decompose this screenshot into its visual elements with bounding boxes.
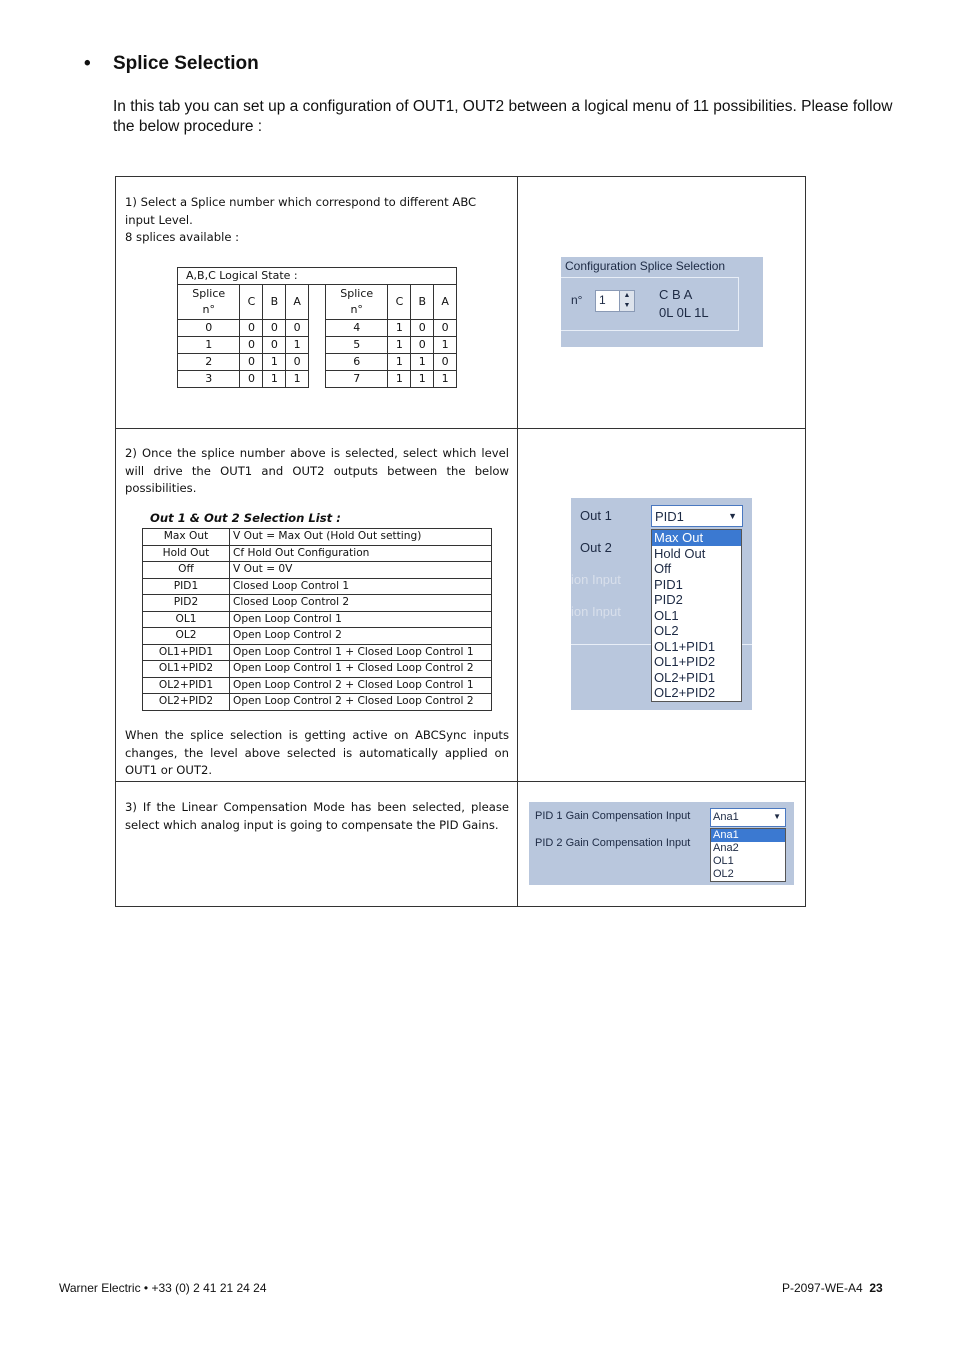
pid1-gain-dropdown[interactable]: Ana1 ▼ [710, 808, 786, 827]
page-number: 23 [869, 1281, 883, 1295]
group-box [561, 277, 739, 331]
column-divider [517, 177, 518, 906]
gain-dropdown-list [710, 828, 786, 882]
abc-table-row: 2 0 1 0 6 1 1 0 [178, 354, 457, 371]
selection-list-row: OL1+PID2 Open Loop Control 1 + Closed Loop Control 2 [143, 661, 492, 678]
selection-list-row: OL1 Open Loop Control 1 [143, 611, 492, 628]
out-selection-screenshot [571, 498, 752, 710]
dropdown-option[interactable]: Ana1 [711, 829, 785, 842]
abc-state-table: A,B,C Logical State : Splice n° C B A Splice n° C B A 0 0 0 0 4 1 0 0 1 0 0 1 5 1 0 1 2 0 1 0 6 1 1 0 3 0 1 1 7 1 1 1 [177, 267, 457, 388]
footer-contact: Warner Electric • +33 (0) 2 41 21 24 24 [59, 1281, 267, 1295]
dropdown-option[interactable]: OL2 [713, 868, 734, 880]
dropdown-option[interactable]: OL2 [654, 623, 679, 638]
selection-list-row: Off V Out = 0V [143, 562, 492, 579]
dropdown-option[interactable]: Off [654, 561, 672, 576]
step2-text: 2) Once the splice number above is selected, select which level will drive the OUT1 and OUT2 outputs between the below possibilities. [125, 446, 509, 496]
out1-dropdown[interactable]: PID1 ▼ [651, 505, 743, 527]
group-label: Configuration Splice Selection [565, 259, 728, 273]
header-splice: Splice n° [325, 285, 387, 320]
selection-list-row: OL2+PID2 Open Loop Control 2 + Closed Loop Control 2 [143, 694, 492, 711]
bullet-point: • [84, 53, 91, 74]
intro-paragraph: In this tab you can set up a configuration of OUT1, OUT2 between a logical menu of 11 possibilities. Please follow the below procedure : [113, 98, 893, 135]
selection-list-row: PID1 Closed Loop Control 1 [143, 578, 492, 595]
selection-list-row: PID2 Closed Loop Control 2 [143, 595, 492, 612]
spinner-arrows-icon[interactable]: ▲ ▼ [619, 291, 634, 311]
splice-config-screenshot [561, 257, 763, 347]
dropdown-option[interactable]: OL1 [654, 607, 679, 623]
dropdown-option[interactable]: Max Out [652, 530, 741, 546]
faded-label: ion Input [571, 604, 621, 619]
header-splice: Splice n° [178, 285, 240, 320]
pid1-gain-label: PID 1 Gain Compensation Input [535, 810, 691, 822]
step2-note: When the splice selection is getting active on ABCSync inputs changes, the level above selected is automatically applied on OUT1 or OUT2. [125, 728, 509, 778]
chevron-down-icon[interactable]: ▼ [773, 812, 781, 821]
pid2-gain-label: PID 2 Gain Compensation Input [535, 837, 691, 849]
section-title: Splice Selection [113, 53, 259, 74]
footer-doc-ref: P-2097-WE-A4 23 [782, 1281, 883, 1295]
dropdown-option[interactable]: OL2+PID2 [654, 685, 716, 700]
dropdown-option[interactable]: Ana2 [713, 842, 739, 854]
step3-text: 3) If the Linear Compensation Mode has been selected, please select which analog input is going to compensate the PID Gains. [125, 800, 509, 832]
dropdown-option[interactable]: OL1+PID2 [654, 654, 716, 669]
splice-number-spinner[interactable]: 1 ▲ ▼ [595, 290, 635, 312]
out1-label: Out 1 [580, 508, 612, 523]
cba-values: 0L 0L 1L [659, 305, 709, 320]
step1-text: 1) Select a Splice number which correspond to different ABC input Level. 8 splices available : [125, 195, 477, 245]
cba-header: C B A [659, 287, 693, 302]
selection-list-row: Max Out V Out = Max Out (Hold Out setting) [143, 529, 492, 546]
dropdown-option[interactable]: PID2 [654, 592, 683, 607]
selection-list-row: Hold Out Cf Hold Out Configuration [143, 545, 492, 562]
selection-list-row: OL1+PID1 Open Loop Control 1 + Closed Loop Control 1 [143, 644, 492, 661]
dropdown-option[interactable]: PID1 [654, 576, 683, 592]
dropdown-option[interactable]: OL2+PID1 [654, 669, 716, 685]
selection-list-row: OL2 Open Loop Control 2 [143, 628, 492, 645]
abc-table-title: A,B,C Logical State : [178, 268, 457, 285]
abc-table-row: 0 0 0 0 4 1 0 0 [178, 320, 457, 337]
out2-label: Out 2 [580, 540, 612, 555]
out-dropdown-list [651, 529, 742, 702]
selection-list-title: Out 1 & Out 2 Selection List : [150, 511, 341, 525]
faded-label: ion Input [571, 572, 621, 587]
dropdown-option[interactable]: OL1 [713, 855, 734, 867]
dropdown-option[interactable]: OL1+PID1 [654, 638, 716, 654]
row-divider [116, 428, 805, 429]
row-divider [116, 781, 805, 782]
procedure-table [115, 176, 806, 907]
chevron-down-icon[interactable]: ▼ [728, 511, 737, 521]
abc-table-row: 1 0 0 1 5 1 0 1 [178, 337, 457, 354]
dropdown-option[interactable]: Hold Out [654, 545, 706, 561]
selection-list-row: OL2+PID1 Open Loop Control 2 + Closed Loop Control 1 [143, 677, 492, 694]
selection-list-table [142, 528, 492, 711]
gain-compensation-screenshot [529, 802, 794, 885]
n-label: n° [571, 293, 583, 307]
abc-table-row: 3 0 1 1 7 1 1 1 [178, 371, 457, 388]
